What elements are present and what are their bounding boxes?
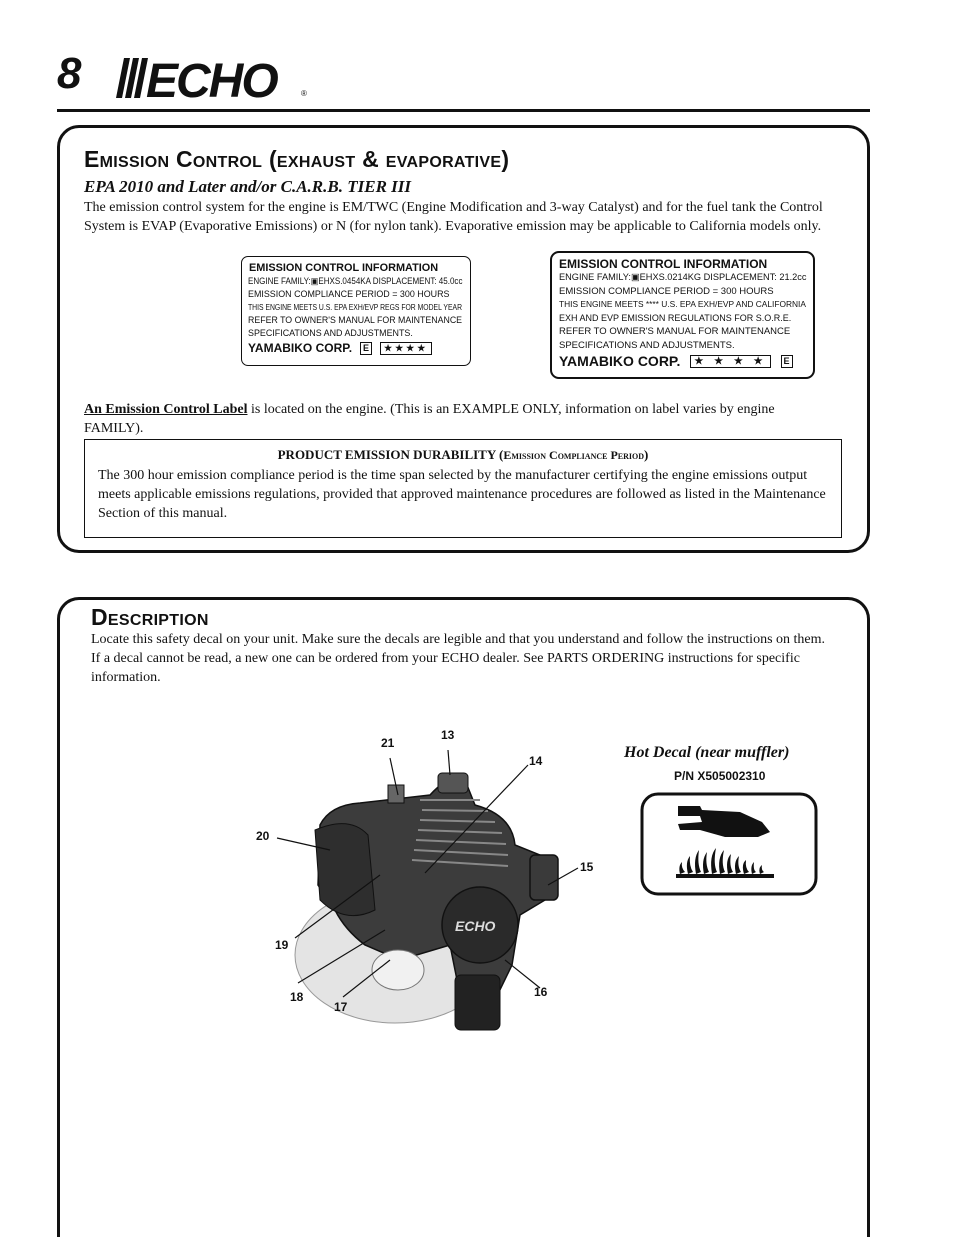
callout-18: 18 <box>290 990 304 1004</box>
durability-heading-close: ) <box>644 447 649 462</box>
muffler-icon <box>530 855 558 900</box>
label2-line: EMISSION COMPLIANCE PERIOD = 300 HOURS <box>559 285 774 297</box>
label-note-link: An Emission Control Label <box>84 402 248 417</box>
label-note-text: is located on the engine. (This is an EXAMPLE ONLY, information on label varies by engine FAMILY). <box>84 402 775 436</box>
decal-part-number: P/N X505002310 <box>674 769 766 783</box>
e-mark-icon: E <box>781 355 793 368</box>
brand-text: ECHO <box>146 56 277 100</box>
label2-line: EXH AND EVP EMISSION REGULATIONS FOR S.O.R.E. <box>559 312 792 323</box>
emission-title: Emission Control (exhaust & evaporative) <box>84 146 510 172</box>
label2-line: ENGINE FAMILY:▣EHXS.0214KG DISPLACEMENT: 21.2cc <box>559 272 807 283</box>
emission-intro: The emission control system for the engine is EM/TWC (Engine Modification and 3-way Catalyst) and for the fuel tank the Control System is EVAP (Evaporative Emissions) or N (for nylon tank). Evaporative emission may be applicable to California models only. <box>84 200 823 234</box>
echo-logo <box>116 56 311 100</box>
label2-line: REFER TO OWNER'S MANUAL FOR MAINTENANCE <box>559 326 791 337</box>
header-rule <box>57 109 870 112</box>
label2-line: SPECIFICATIONS AND ADJUSTMENTS. <box>559 339 735 351</box>
stars-icon: ★ ★ ★ ★ <box>690 355 770 368</box>
callout-16: 16 <box>534 985 548 999</box>
callout-13: 13 <box>441 728 455 742</box>
durability-heading-small: Emission Compliance Period <box>503 448 645 462</box>
label2-line: THIS ENGINE MEETS **** U.S. EPA EXH/EVP AND CALIFORNIA <box>559 299 806 309</box>
label2-maker: YAMABIKO CORP. <box>559 353 681 369</box>
engine-logo-text: ECHO <box>455 918 496 934</box>
registered-mark: ® <box>301 89 307 98</box>
description-text: Locate this safety decal on your unit. Make sure the decals are legible and that you understand and follow the instructions on them. If a decal cannot be read, a new one can be ordered from your ECHO dealer. See PARTS ORDERING instructions for specific information. <box>91 632 826 685</box>
callout-15: 15 <box>580 860 594 874</box>
emission-label-large <box>550 251 815 379</box>
label-note <box>84 400 834 438</box>
label1-line: ENGINE FAMILY:▣EHXS.0454KA DISPLACEMENT: 45.0cc <box>248 276 463 286</box>
e-mark-icon: E <box>360 342 372 355</box>
description-title: Description <box>91 604 209 630</box>
label1-line: REFER TO OWNER'S MANUAL FOR MAINTENANCE <box>248 315 463 325</box>
label1-maker: YAMABIKO CORP. <box>248 341 353 355</box>
engine-illustration <box>250 725 610 1035</box>
durability-text: The 300 hour emission compliance period is the time span selected by the manufacturer certifying the engine emissions output meets applicable emissions regulations, provided that approved maintenance procedures are followed as listed in the Maintenance Section of this manual. <box>98 468 826 521</box>
label1-line: SPECIFICATIONS AND ADJUSTMENTS. <box>248 328 413 338</box>
hot-decal <box>640 792 818 896</box>
emission-label-small <box>241 256 471 366</box>
callout-20: 20 <box>256 829 270 843</box>
stars-icon: ★★★★ <box>380 342 432 355</box>
callout-21: 21 <box>381 736 395 750</box>
callout-14: 14 <box>529 754 543 768</box>
page-number: 8 <box>57 49 82 98</box>
emission-subtitle: EPA 2010 and Later and/or C.A.R.B. TIER III <box>84 177 412 196</box>
label1-heading: EMISSION CONTROL INFORMATION <box>248 262 439 274</box>
air-filter-cover-icon <box>315 824 375 916</box>
durability-heading-main: PRODUCT EMISSION DURABILITY ( <box>277 447 504 462</box>
durability-heading <box>84 447 842 463</box>
callout-19: 19 <box>275 938 289 952</box>
label1-line: EMISSION COMPLIANCE PERIOD = 300 HOURS <box>248 289 450 299</box>
label2-heading: EMISSION CONTROL INFORMATION <box>559 257 768 271</box>
spark-plug-cap-icon <box>438 773 468 793</box>
label1-line: THIS ENGINE MEETS U.S. EPA EXH/EVP REGS FOR MODEL YEAR <box>248 303 462 312</box>
primer-bulb-icon <box>372 950 424 990</box>
decal-title: Hot Decal (near muffler) <box>624 744 790 761</box>
tank-mount-icon <box>455 975 500 1030</box>
callout-17: 17 <box>334 1000 348 1014</box>
